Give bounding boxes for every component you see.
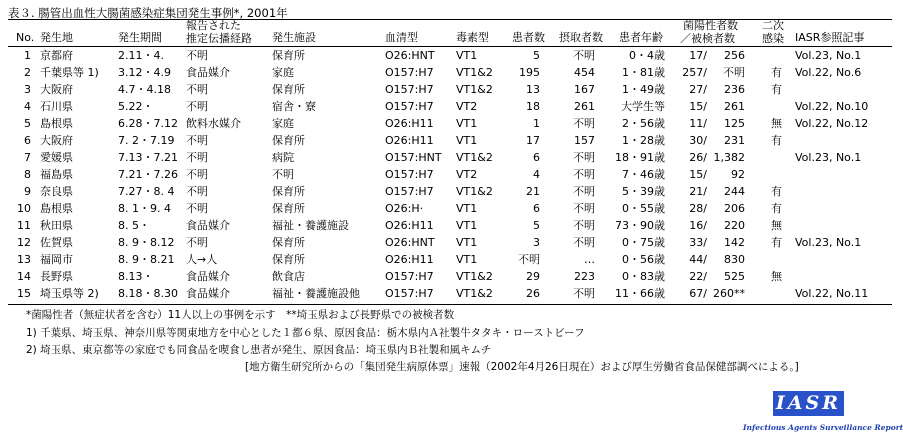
cell-iasr: Vol.23, No.1 [795,151,862,164]
cell-tested: 830 [724,253,745,266]
table-row [0,65,903,81]
cell-intake: 167 [574,83,595,96]
cell-period: 7. 2・7.19 [118,134,175,147]
cell-no: 6 [24,134,31,147]
cell-region: 長野県 [40,270,73,283]
cell-intake: 不明 [573,151,595,164]
cell-route: 食品媒介 [186,219,230,232]
cell-tested: 236 [724,83,745,96]
cell-tested: 244 [724,185,745,198]
header-patients: 患者数 [512,31,545,44]
cell-pos: 44/ [689,253,707,266]
cell-route: 不明 [186,49,208,62]
cell-pos: 257/ [682,66,707,79]
iasr-logo-subtitle: Infectious Agents Surveillance Report [743,423,903,432]
cell-iasr: Vol.23, No.1 [795,49,862,62]
table-row [0,116,903,132]
table-row [0,167,903,183]
cell-toxin: VT2 [456,168,478,181]
cell-region: 奈良県 [40,185,73,198]
cell-tested: 261 [724,100,745,113]
cell-secondary: 無 [771,219,782,232]
header-positive-line1: 菌陽性者数 [683,19,738,32]
cell-region: 埼玉県等 2) [40,287,99,300]
cell-toxin: VT1 [456,49,478,62]
cell-no: 13 [17,253,31,266]
cell-pos: 26/ [689,151,707,164]
cell-facility: 福祉・養護施設他 [272,287,360,300]
cell-serotype: O157:H7 [385,168,434,181]
cell-region: 千葉県等 1) [40,66,99,79]
cell-iasr: Vol.22, No.11 [795,287,869,300]
cell-age: 0・83歳 [622,270,665,283]
cell-tested: 220 [724,219,745,232]
cell-serotype: O26:H11 [385,117,434,130]
table-row [0,184,903,200]
cell-tested: 1,382 [713,151,745,164]
cell-period: 4.7・4.18 [118,83,171,96]
cell-age: 1・81歳 [622,66,665,79]
cell-serotype: O157:H7 [385,66,434,79]
cell-tested: 125 [724,117,745,130]
cell-secondary: 有 [771,66,782,79]
cell-facility: 家庭 [272,66,294,79]
iasr-logo: IASR [773,391,844,416]
cell-facility: 保育所 [272,83,305,96]
cell-period: 6.28・7.12 [118,117,178,130]
cell-intake: 不明 [573,219,595,232]
cell-pos: 17/ [689,49,707,62]
cell-tested: 92 [731,168,745,181]
cell-route: 不明 [186,236,208,249]
cell-no: 3 [24,83,31,96]
cell-age: 5・39歳 [622,185,665,198]
cell-secondary: 有 [771,83,782,96]
table-row [0,235,903,251]
cell-pos: 15/ [689,168,707,181]
cell-intake: 不明 [573,168,595,181]
cell-route: 人→人 [186,253,218,266]
cell-tested: 不明 [723,66,745,79]
cell-toxin: VT1&2 [456,83,493,96]
cell-region: 京都府 [40,49,73,62]
cell-route: 不明 [186,202,208,215]
cell-secondary: 有 [771,236,782,249]
cell-patients: 17 [526,134,540,147]
cell-secondary: 無 [771,117,782,130]
cell-region: 福岡市 [40,253,73,266]
cell-pos: 30/ [689,134,707,147]
cell-serotype: O26:HNT [385,236,435,249]
cell-intake: 454 [574,66,595,79]
cell-serotype: O157:H7 [385,83,434,96]
cell-period: 2.11・4. [118,49,164,62]
cell-patients: 29 [526,270,540,283]
cell-period: 8. 5・ [118,219,150,232]
cell-region: 秋田県 [40,219,73,232]
cell-toxin: VT1 [456,236,478,249]
cell-serotype: O26:H11 [385,253,434,266]
table-row [0,82,903,98]
cell-region: 島根県 [40,117,73,130]
cell-route: 不明 [186,134,208,147]
table-row [0,218,903,234]
table-row [0,252,903,268]
cell-facility: 病院 [272,151,294,164]
cell-intake: 不明 [573,49,595,62]
cell-pos: 15/ [689,100,707,113]
header-bottom-rule [8,46,892,47]
cell-age: 0・75歳 [622,236,665,249]
cell-patients: 195 [519,66,540,79]
footnote-2: 2) 埼玉県、東京都等の家庭でも同食品を喫食し患者が発生、原因食品：埼玉県内Ｂ社製和風キムチ [26,344,492,356]
cell-age: 1・28歳 [622,134,665,147]
cell-patients: 6 [533,202,540,215]
cell-patients: 3 [533,236,540,249]
cell-no: 9 [24,185,31,198]
cell-intake: 223 [574,270,595,283]
cell-serotype: O26:HNT [385,49,435,62]
cell-facility: 保育所 [272,134,305,147]
cell-age: 73・90歳 [615,219,665,232]
table-row [0,286,903,302]
cell-patients: 4 [533,168,540,181]
cell-intake: 157 [574,134,595,147]
cell-tested: 256 [724,49,745,62]
header-age: 患者年齢 [619,31,663,44]
cell-pos: 67/ [689,287,707,300]
cell-period: 8. 1・9. 4 [118,202,171,215]
cell-facility: 保育所 [272,49,305,62]
cell-facility: 保育所 [272,236,305,249]
cell-intake: 不明 [573,236,595,249]
cell-period: 8. 9・8.12 [118,236,175,249]
cell-region: 島根県 [40,202,73,215]
cell-no: 12 [17,236,31,249]
cell-tested: 260** [713,287,745,300]
cell-period: 8. 9・8.21 [118,253,175,266]
footnote-1: 1) 千葉県、埼玉県、神奈川県等関東地方を中心とした１都６県、原因食品：栃木県内Ａ社製牛タタキ・ローストビーフ [26,327,585,339]
header-serotype: 血清型 [385,31,418,44]
cell-region: 石川県 [40,100,73,113]
cell-patients: 5 [533,219,540,232]
cell-tested: 231 [724,134,745,147]
cell-intake: 不明 [573,287,595,300]
cell-age: 18・91歳 [615,151,665,164]
table-row [0,48,903,64]
cell-iasr: Vol.22, No.10 [795,100,869,113]
cell-pos: 28/ [689,202,707,215]
cell-route: 不明 [186,100,208,113]
cell-age: 0・56歳 [622,253,665,266]
cell-secondary: 有 [771,202,782,215]
cell-age: 11・66歳 [615,287,665,300]
cell-toxin: VT1 [456,219,478,232]
cell-serotype: O26:H· [385,202,424,215]
cell-patients: 5 [533,49,540,62]
header-toxin: 毒素型 [456,31,489,44]
cell-route: 不明 [186,83,208,96]
cell-route: 食品媒介 [186,287,230,300]
cell-pos: 11/ [689,117,707,130]
cell-no: 8 [24,168,31,181]
cell-intake: 不明 [573,202,595,215]
cell-serotype: O157:H7 [385,100,434,113]
cell-no: 2 [24,66,31,79]
cell-serotype: O157:H7 [385,185,434,198]
header-period: 発生期間 [118,31,162,44]
cell-no: 5 [24,117,31,130]
cell-toxin: VT1&2 [456,287,493,300]
cell-intake: 不明 [573,117,595,130]
cell-toxin: VT1&2 [456,66,493,79]
cell-region: 大阪府 [40,134,73,147]
cell-region: 福島県 [40,168,73,181]
header-route-line1: 報告された [186,19,241,32]
cell-pos: 22/ [689,270,707,283]
table-row [0,133,903,149]
cell-age: 0・4歳 [629,49,665,62]
cell-age: 大学生等 [621,100,665,113]
cell-region: 大阪府 [40,83,73,96]
cell-facility: 保育所 [272,202,305,215]
cell-period: 7.21・7.26 [118,168,178,181]
header-iasr: IASR参照記事 [795,31,865,44]
cell-secondary: 無 [771,270,782,283]
cell-no: 10 [17,202,31,215]
cell-no: 11 [17,219,31,232]
cell-secondary: 有 [771,134,782,147]
cell-route: 飲料水媒介 [186,117,241,130]
cell-iasr: Vol.22, No.6 [795,66,862,79]
source-note: [地方衛生研究所からの「集団発生病原体票」速報（2002年4月26日現在）および厚生労働省食品保健部調べによる。] [245,361,799,373]
cell-facility: 保育所 [272,185,305,198]
cell-period: 8.13・ [118,270,154,283]
cell-period: 7.13・7.21 [118,151,178,164]
footnote-asterisk: *菌陽性者（無症状者を含む）11人以上の事例を示す **埼玉県および長野県での被検者数 [26,309,455,321]
cell-age: 7・46歳 [622,168,665,181]
table-title: 表３. 腸管出血性大腸菌感染症集団発生事例*, 2001年 [8,6,288,20]
cell-route: 不明 [186,185,208,198]
table-row [0,99,903,115]
cell-region: 佐賀県 [40,236,73,249]
cell-pos: 21/ [689,185,707,198]
table-row [0,150,903,166]
cell-toxin: VT1 [456,202,478,215]
cell-patients: 6 [533,151,540,164]
cell-age: 0・55歳 [622,202,665,215]
header-no: No. [16,31,35,44]
cell-intake: 不明 [573,185,595,198]
cell-facility: 飲食店 [272,270,305,283]
cell-facility: 家庭 [272,117,294,130]
cell-tested: 142 [724,236,745,249]
cell-intake: … [584,253,595,266]
cell-route: 不明 [186,151,208,164]
cell-route: 食品媒介 [186,66,230,79]
cell-toxin: VT2 [456,100,478,113]
cell-route: 不明 [186,168,208,181]
cell-patients: 26 [526,287,540,300]
header-intake: 摂取者数 [559,31,603,44]
header-facility: 発生施設 [272,31,316,44]
cell-pos: 16/ [689,219,707,232]
table-bottom-rule [8,304,892,305]
cell-patients: 1 [533,117,540,130]
cell-age: 2・56歳 [622,117,665,130]
cell-serotype: O26:H11 [385,134,434,147]
cell-secondary: 有 [771,185,782,198]
table-top-rule [8,19,892,20]
cell-toxin: VT1 [456,134,478,147]
cell-toxin: VT1&2 [456,151,493,164]
table-row [0,269,903,285]
cell-iasr: Vol.22, No.12 [795,117,869,130]
cell-no: 1 [24,49,31,62]
cell-facility: 保育所 [272,253,305,266]
cell-age: 1・49歳 [622,83,665,96]
cell-route: 食品媒介 [186,270,230,283]
cell-toxin: VT1 [456,117,478,130]
header-region: 発生地 [40,31,73,44]
cell-pos: 33/ [689,236,707,249]
cell-no: 15 [17,287,31,300]
cell-period: 7.27・8. 4 [118,185,175,198]
header-secondary-line1: 二次 [762,19,784,32]
cell-pos: 27/ [689,83,707,96]
cell-period: 8.18・8.30 [118,287,178,300]
cell-serotype: O26:H11 [385,219,434,232]
cell-serotype: O157:H7 [385,287,434,300]
cell-no: 7 [24,151,31,164]
cell-serotype: O157:H7 [385,270,434,283]
cell-toxin: VT1 [456,253,478,266]
cell-no: 4 [24,100,31,113]
cell-no: 14 [17,270,31,283]
cell-period: 5.22・ [118,100,154,113]
cell-facility: 福祉・養護施設 [272,219,349,232]
cell-toxin: VT1&2 [456,270,493,283]
cell-facility: 不明 [272,168,294,181]
header-route-line2: 推定伝播経路 [186,32,252,45]
header-secondary-line2: 感染 [762,32,784,45]
cell-region: 愛媛県 [40,151,73,164]
cell-serotype: O157:HNT [385,151,442,164]
cell-patients: 13 [526,83,540,96]
cell-patients: 不明 [518,253,540,266]
cell-patients: 18 [526,100,540,113]
table-row [0,201,903,217]
cell-tested: 525 [724,270,745,283]
header-positive-line2: ／被検者数 [680,32,735,45]
cell-toxin: VT1&2 [456,185,493,198]
cell-intake: 261 [574,100,595,113]
cell-patients: 21 [526,185,540,198]
cell-facility: 宿舎・寮 [272,100,316,113]
cell-period: 3.12・4.9 [118,66,171,79]
cell-tested: 206 [724,202,745,215]
cell-iasr: Vol.23, No.1 [795,236,862,249]
